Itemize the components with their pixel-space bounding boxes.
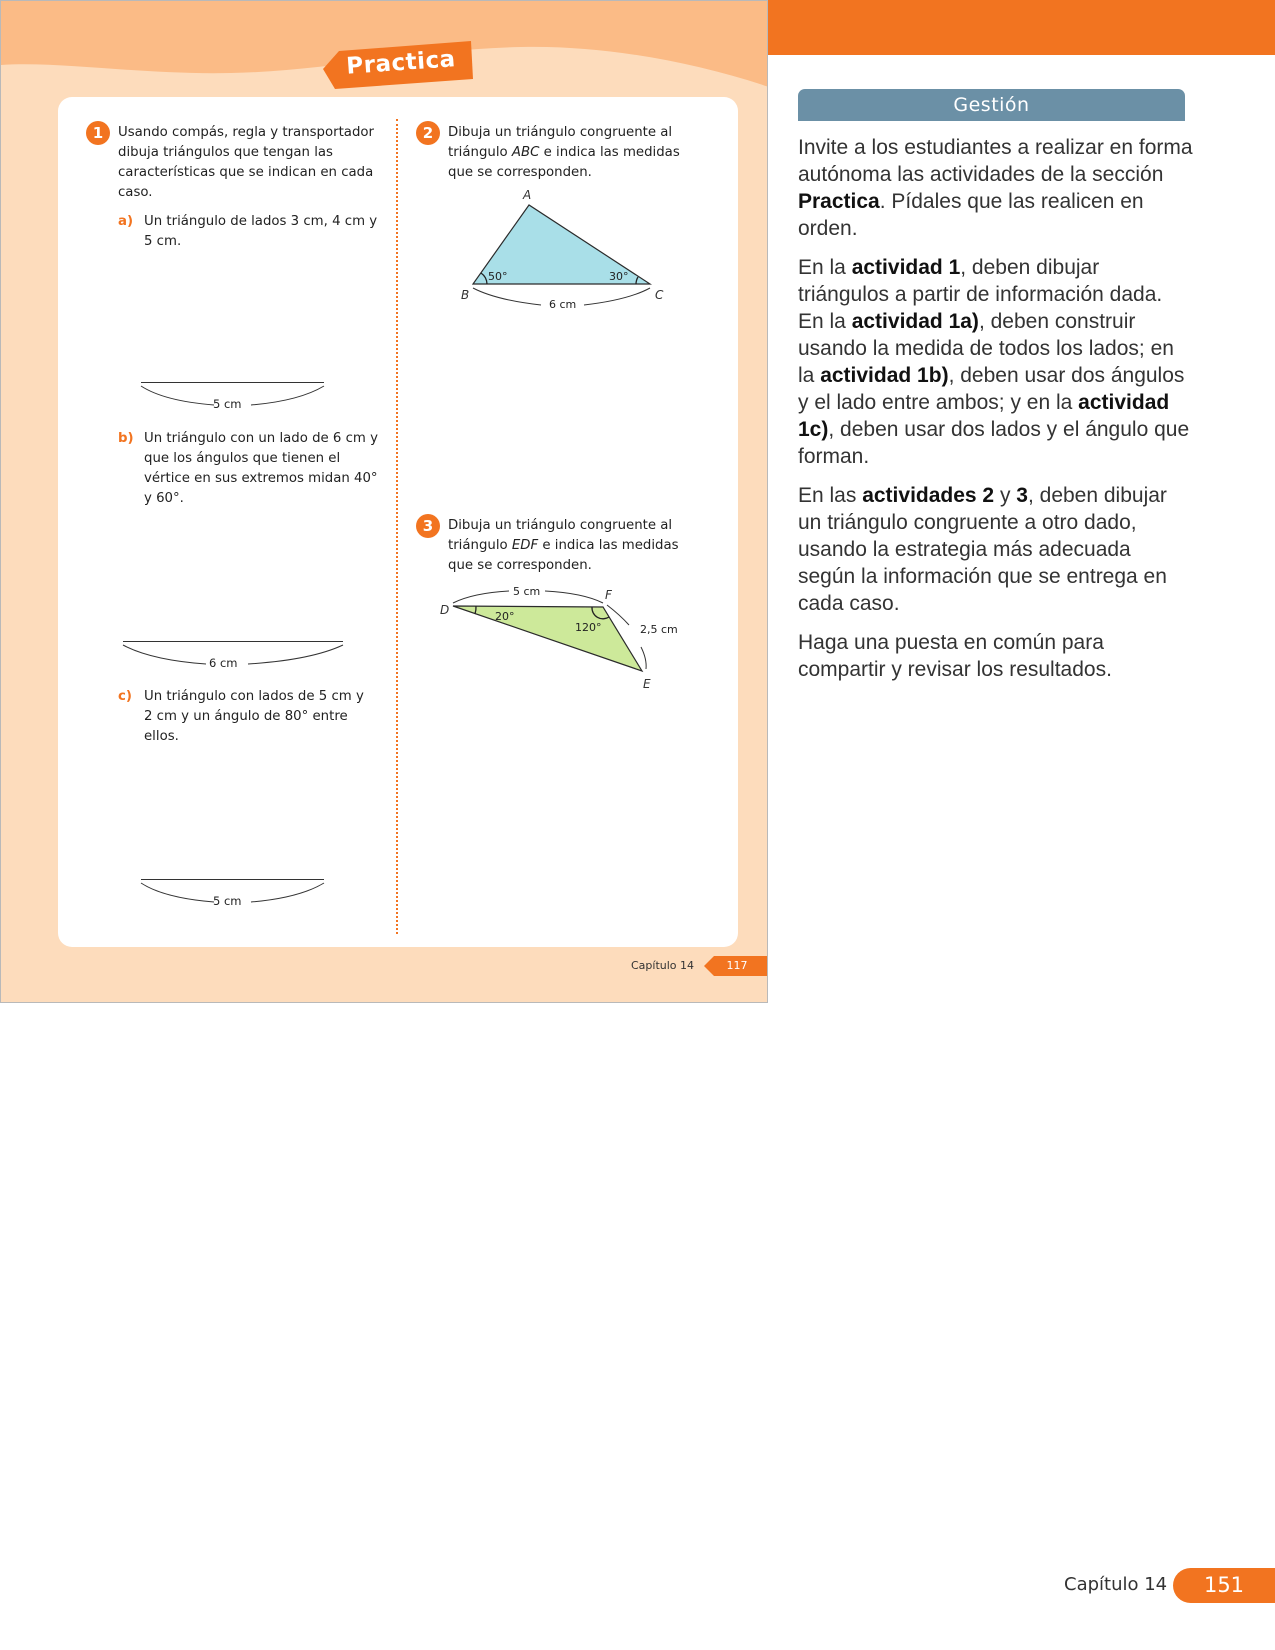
- angle-f-label: 120°: [575, 621, 602, 634]
- exercise-2-prompt-triangle: ABC: [511, 145, 540, 160]
- guide-paragraph-4: Haga una puesta en común para compartir y revisar los resultados.: [798, 631, 1112, 681]
- side-df-label: 5 cm: [513, 585, 541, 598]
- guide-p2-bold-1: actividad 1: [851, 256, 961, 279]
- gestion-header: Gestión: [798, 89, 1185, 121]
- guide-p1-text-end: . Pídales que las realicen en orden.: [798, 190, 1144, 240]
- guide-paragraph-3: [798, 482, 1193, 617]
- exercise-2-prompt-start: Dibuja un triángulo congruente al triángulo: [448, 125, 673, 160]
- exercise-1a-letter: a): [118, 214, 134, 229]
- angle-b-label: 50°: [488, 270, 508, 283]
- guide-p2-bold-3: actividad 1b): [820, 364, 949, 387]
- guide-p2-text-2: , deben dibujar triángulos a partir de información dada. En la: [798, 256, 1163, 333]
- guide-p3-bold-1: actividades 2: [862, 484, 995, 507]
- top-orange-bar: [768, 0, 1275, 55]
- guide-paragraph-2: [798, 254, 1193, 470]
- guide-p2-text-3: , deben construir usando la medida de todos los lados; en la: [798, 310, 1174, 387]
- vertex-d-label: D: [440, 603, 450, 617]
- vertex-b-label: B: [461, 288, 470, 302]
- guide-p1-text: Invite a los estudiantes a realizar en forma autónoma las actividades de la sección: [798, 136, 1193, 186]
- segment-1c-label: 5 cm: [213, 894, 242, 908]
- column-divider: [396, 119, 398, 934]
- guide-p2-text-4: , deben usar dos ángulos y el lado entre ambos; y en la: [798, 364, 1185, 414]
- side-df-measure-left: [453, 591, 509, 603]
- vertex-c-label: C: [655, 288, 664, 302]
- exercise-1b-text: Un triángulo con un lado de 6 cm y que los ángulos que tienen el vértice en sus extremos midan 40° y 60°.: [144, 431, 378, 506]
- exercise-1a-text: Un triángulo de lados 3 cm, 4 cm y 5 cm.: [144, 214, 378, 249]
- guide-p3-text-3: , deben dibujar un triángulo congruente a otro dado, usando la estrategia más adecuada según la información que se entrega en cada caso.: [798, 484, 1167, 615]
- side-bc-measure-left: [473, 288, 541, 305]
- side-fe-label: 2,5 cm: [640, 623, 678, 636]
- exercise-1b-letter: b): [118, 431, 134, 446]
- vertex-e-label: E: [643, 677, 651, 691]
- angle-c-label: 30°: [609, 270, 629, 283]
- guide-p2-text: En la: [798, 256, 852, 279]
- practica-title: Practica: [345, 46, 457, 80]
- guide-p3-text-2: y: [994, 484, 1017, 507]
- exercise-2-prompt-end: e indica las medidas que se corresponden.: [448, 145, 680, 180]
- exercise-3-number: 3: [416, 514, 440, 538]
- angle-d-label: 20°: [495, 610, 515, 623]
- triangle-abc-figure: [456, 184, 686, 314]
- exercise-2-number: 2: [416, 121, 440, 145]
- guide-p2-text-5: , deben usar dos lados y el ángulo que forman.: [798, 418, 1190, 468]
- segment-1a-label: 5 cm: [213, 397, 242, 411]
- student-page: [0, 0, 768, 1003]
- guide-p2-bold-2: actividad 1a): [851, 310, 979, 333]
- segment-1c-line: [141, 879, 324, 880]
- triangle-edf-figure: [433, 581, 693, 696]
- exercise-1c-letter: c): [118, 689, 132, 704]
- exercise-1c-text: Un triángulo con lados de 5 cm y 2 cm y un ángulo de 80° entre ellos.: [144, 689, 364, 744]
- exercise-3-prompt-start: Dibuja un triángulo congruente al triángulo: [448, 518, 673, 553]
- guide-paragraph-1: [798, 134, 1193, 242]
- segment-1b-line: [123, 641, 343, 642]
- exercise-3-prompt-triangle: EDF: [511, 538, 539, 553]
- exercise-1-prompt: Usando compás, regla y transportador dibuja triángulos que tengan las características que se indican en cada caso.: [118, 125, 374, 200]
- exercise-1-number: 1: [86, 121, 110, 145]
- guide-text: [798, 134, 1193, 695]
- exercise-3-prompt: [448, 516, 693, 576]
- guide-p2-bold-4: actividad 1c): [798, 391, 1170, 441]
- segment-1b-label: 6 cm: [209, 656, 238, 670]
- side-bc-measure-right: [584, 288, 650, 305]
- vertex-a-label: A: [523, 188, 532, 202]
- guide-p3-bold-2: 3: [1016, 484, 1028, 507]
- student-footer-chapter: Capítulo 14: [631, 959, 695, 972]
- side-fe-measure-bottom: [641, 647, 646, 669]
- exercise-2-prompt: [448, 123, 693, 183]
- student-footer-page: 117: [726, 959, 748, 972]
- side-bc-label: 6 cm: [549, 298, 577, 311]
- page-footer-chapter: Capítulo 14: [1064, 1574, 1168, 1595]
- exercise-3-prompt-end: e indica las medidas que se corresponden.: [448, 538, 679, 573]
- vertex-f-label: F: [605, 588, 612, 602]
- page-number-badge: 151: [1173, 1568, 1275, 1603]
- triangle-edf: [453, 606, 642, 671]
- guide-p3-text: En las: [798, 484, 863, 507]
- guide-p1-bold: Practica: [798, 190, 880, 213]
- side-df-measure-right: [545, 591, 603, 603]
- segment-1a-line: [141, 382, 324, 383]
